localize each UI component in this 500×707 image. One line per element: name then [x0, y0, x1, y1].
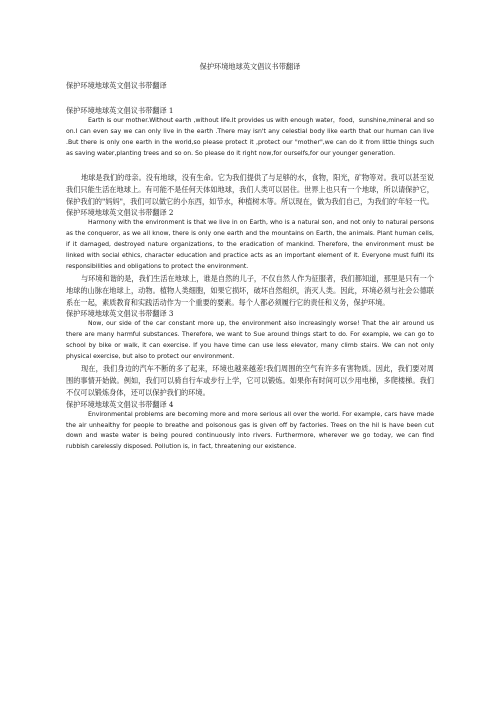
section-heading: 保护环境地球英文倡议书带翻译 3 [66, 309, 174, 319]
chinese-paragraph: 现在，我们身边的汽车不断的多了起来，环境也越来越差!我们周围的空气有许多有害物质。因此，我们要对周围的事情开始做。例如，我们可以骑自行车或步行上学，它可以锻炼。如果你有时间可以少用电梯，多爬楼梯。我们不仅可以锻炼身体，还可以保护我们的环境。 [66, 364, 434, 398]
document-subtitle: 保护环境地球英文倡议书带翻译 [66, 81, 167, 90]
section-2 [66, 208, 434, 309]
section-4 [66, 400, 434, 454]
section-heading: 保护环境地球英文倡议书带翻译 2 [66, 208, 174, 218]
document-title: 保护环境地球英文倡议书带翻译 [199, 62, 301, 71]
english-paragraph: Environmental problems are becoming more and more serious all over the world. For example, cars have made the air unhealthy for people to breathe and poisonous gas is given off by factories. Trees on the hil ls have been cut down and waste water is being poured continuously into rivers. Furthermore, wherever we go today, we can find rubbish carelessly disposed. Pollution is, in fact, threatening our existence. [66, 410, 434, 451]
english-paragraph: Earth is our mother.Without earth ,without life.It provides us with enough water，food，sunshine,mineral and so on.I can even say we can only live in the earth .There may isn't any celestial body like earth that our human can live .But there is only one earth in the world,so please protect it ,protect our "mother",we can do it from little things such as saving water,planting trees and so on. So please do it right now,for ourselfs,for our younger generation. [66, 117, 434, 157]
english-paragraph: Harmony with the environment is that we live in on Earth, who is a natural son, and not only to natural persons as the conqueror, as we all know, there is only one earth and the mountains on Earth, the animals. Plant human cells, if it damaged, destroyed nature organizations, to the eradication of mankind. Therefore, the environment must be linked with social ethics, character education and practice acts as an important element of it. Everyone must fulfil its responsibilities and obligations to protect the environment. [66, 219, 434, 270]
section-3 [66, 309, 434, 399]
english-paragraph: Now, our side of the car constant more up, the environment also increasingly worse! That the air around us there are many harmful substances. Therefore, we want to Sue around things start to do. For example, we can go to school by bike or walk, it can exercise. If you have time can use less elevator, many climb stairs. We can not only physical exercise, but also to protect our environment. [66, 320, 434, 361]
chinese-paragraph: 与环境和谐的是，我们生活在地球上，谁是自然的儿子，不仅自然人作为征服者，我们都知道，那里是只有一个地球的山脉在地球上，动物。植物人类细胞，如果它损坏，破坏自然组织，消灭人类。因此，环境必须与社会公德联系在一起，素质教育和实践活动作为一个重要的要素。每个人都必须履行它的责任和义务，保护环境。 [66, 273, 434, 308]
chinese-paragraph: 地球是我们的母亲。没有地球，没有生命。它为我们提供了与足够的水，食物，阳光，矿物等对。我可以甚至说我们只能生活在地球上。有可能不是任何天体如地球，我们人类可以居住。世界上也只有一个地球，所以请保护它，保护我们的"妈妈"，我们可以做它的小东西，如节水，种植树木等。所以现在，做为我们自己，为我们的'年轻一代。 [66, 172, 434, 207]
section-heading: 保护环境地球英文倡议书带翻译 1 [66, 106, 174, 115]
section-heading: 保护环境地球英文倡议书带翻译 4 [66, 399, 174, 409]
section-1 [66, 106, 434, 208]
